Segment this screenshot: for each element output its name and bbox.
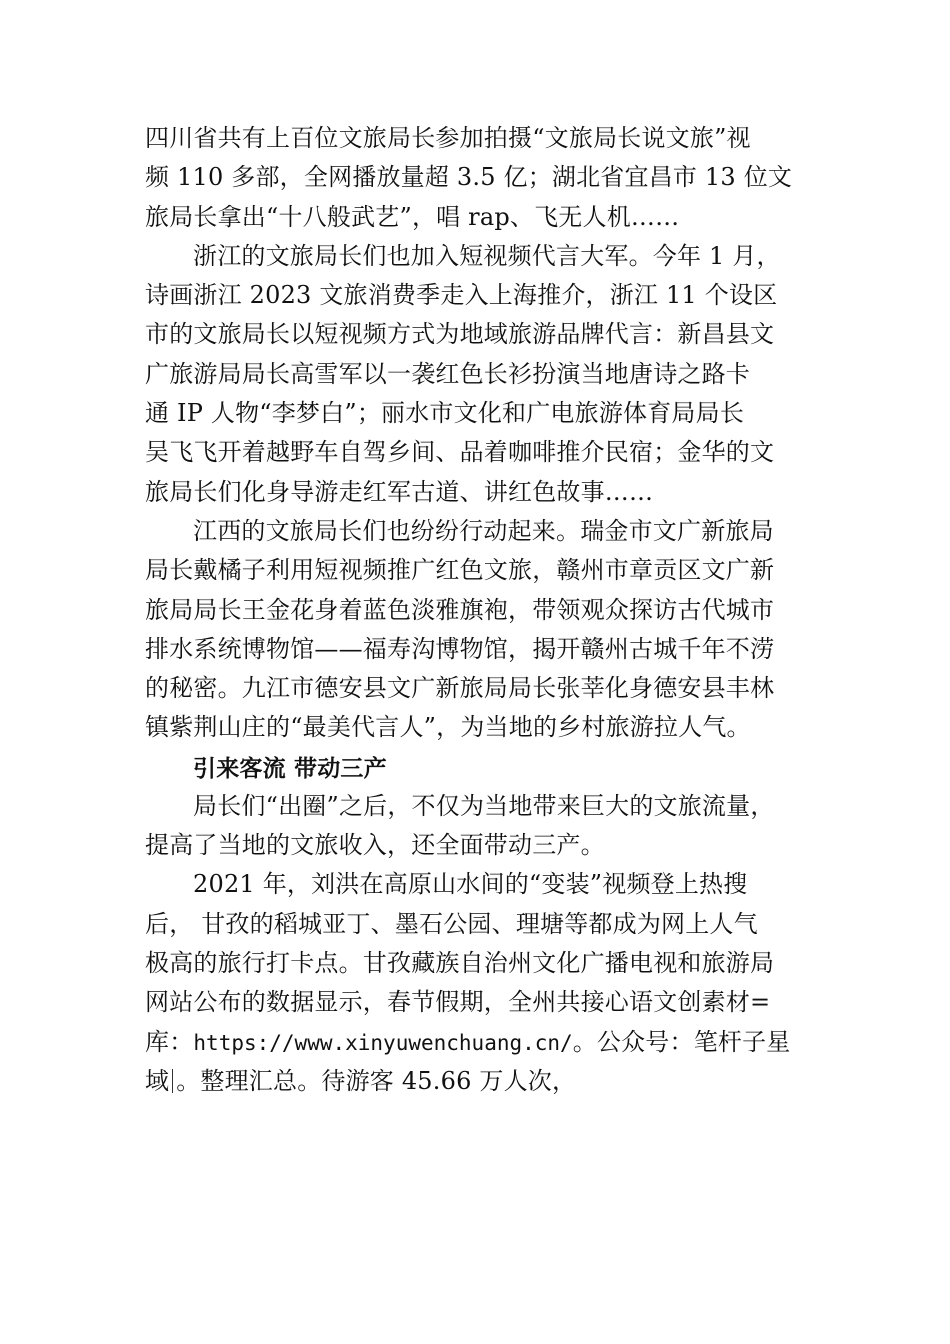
- text-line-with-cursor: [145, 1062, 813, 1101]
- text-line: 局长戴橘子利用短视频推广红色文旅，赣州市章贡区文广新: [145, 556, 775, 585]
- text-line: 局长们“出圈”之后，不仅为当地带来巨大的文旅流量，: [193, 791, 775, 820]
- paragraph-4: [145, 787, 813, 866]
- paragraph-1: [145, 119, 813, 237]
- text-line: 江西的文旅局长们也纷纷行动起来。瑞金市文广新旅局: [193, 516, 774, 545]
- text-line: 市的文旅局长以短视频方式为地域旅游品牌代言：新昌县文: [145, 320, 775, 349]
- text-line: 吴飞飞开着越野车自驾乡间、品着咖啡推介民宿；金华的文: [145, 438, 775, 467]
- paragraph-3: [145, 512, 813, 748]
- text-cursor: [172, 1069, 173, 1093]
- paragraph-2: [145, 237, 813, 512]
- text-line: 广旅游局局长高雪军以一袭红色长衫扮演当地唐诗之路卡: [145, 359, 750, 388]
- section-heading: 引来客流 带动三产: [193, 755, 387, 782]
- text-fragment: 。公众号：笔杆子星: [572, 1027, 791, 1056]
- text-fragment: 域: [145, 1066, 170, 1095]
- text-line: 旅局局长王金花身着蓝色淡雅旗袍，带领观众探访古代城市: [145, 595, 775, 624]
- text-line: 诗画浙江 2023 文旅消费季走入上海推介，浙江 11 个设区: [145, 281, 778, 310]
- text-line: 旅局长拿出“十八般武艺”，唱 rap、飞无人机……: [145, 202, 680, 231]
- text-line: 镇紫荆山庄的“最美代言人”，为当地的乡村旅游拉人气。: [145, 713, 751, 742]
- text-line: 浙江的文旅局长们也加入短视频代言大军。今年 1 月，: [193, 241, 781, 270]
- document-body: [145, 119, 813, 1101]
- text-line: 网站公布的数据显示，春节假期，全州共接心语文创素材=: [145, 988, 771, 1017]
- text-line: 后， 甘孜的稻城亚丁、墨石公园、理塘等都成为网上人气: [145, 909, 758, 938]
- paragraph-5: [145, 865, 813, 1101]
- text-line: 通 IP 人物“李梦白”；丽水市文化和广电旅游体育局局长: [145, 399, 745, 428]
- text-line: 旅局长们化身导游走红军古道、讲红色故事……: [145, 477, 654, 506]
- website-url: https://www.xinyuwenchuang.cn/: [193, 1030, 573, 1055]
- text-line: 的秘密。九江市德安县文广新旅局局长张莘化身德安县丰林: [145, 674, 775, 703]
- text-line: 极高的旅行打卡点。甘孜藏族自治州文化广播电视和旅游局: [145, 948, 775, 977]
- text-line: 四川省共有上百位文旅局长参加拍摄“文旅局长说文旅”视: [145, 124, 751, 152]
- text-line: 提高了当地的文旅收入，还全面带动三产。: [145, 831, 605, 860]
- text-line: 频 110 多部，全网播放量超 3.5 亿；湖北省宜昌市 13 位文: [145, 163, 793, 192]
- text-line: 排水系统博物馆——福寿沟博物馆，揭开赣州古城千年不涝: [145, 634, 775, 663]
- text-line-with-url: [145, 1023, 813, 1062]
- text-fragment: 库：: [145, 1027, 194, 1056]
- text-line: 2021 年，刘洪在高原山水间的“变装”视频登上热搜: [193, 870, 748, 899]
- text-fragment: 。整理汇总。待游客 45.66 万人次，: [176, 1066, 577, 1095]
